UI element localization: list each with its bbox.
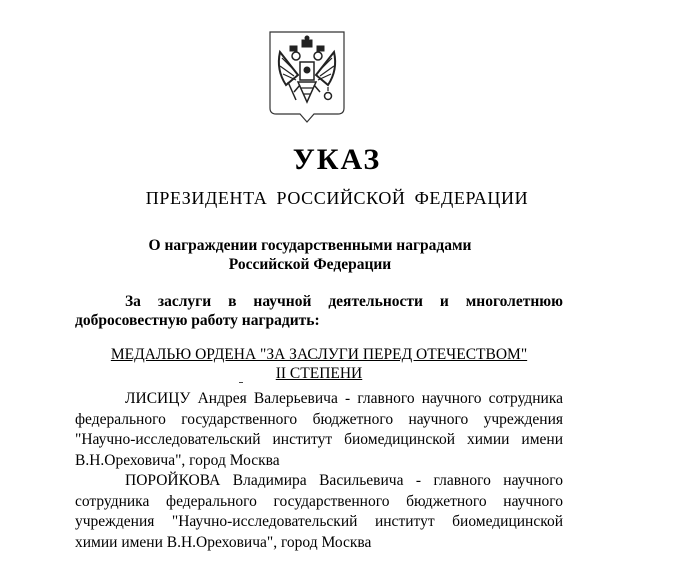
heading-line-2: Российской Федерации [228, 256, 392, 273]
award-title [75, 345, 563, 383]
document-subtitle: ПРЕЗИДЕНТА РОССИЙСКОЙ ФЕДЕРАЦИИ [145, 188, 529, 208]
preamble-line-2: добросовестную работу наградить: [75, 312, 320, 329]
decree-heading [0, 236, 620, 274]
stray-mark [239, 382, 243, 383]
recipient-details: Андрея Валерьевича - главного научного сотрудника федерального государственного бюджетного научного учреждения "Научно-исследовательский институт биомедицинской химии имени В.Н.Ореховича", город Москва [75, 390, 563, 469]
preamble [75, 292, 563, 330]
recipient-paragraph [75, 389, 563, 471]
heading-line-1: О награждении государственными наградами [148, 237, 472, 254]
coat-of-arms-emblem [268, 30, 346, 125]
preamble-line-1: За заслуги в научной деятельности и многолетнюю [125, 293, 563, 310]
document-title: УКАЗ [292, 143, 382, 176]
award-line-1: МЕДАЛЬЮ ОРДЕНА "ЗА ЗАСЛУГИ ПЕРЕД ОТЕЧЕСТВОМ" [110, 346, 528, 363]
recipient-name: ПОРОЙКОВА [125, 472, 221, 489]
recipient-paragraph [75, 471, 563, 553]
award-line-2: II СТЕПЕНИ [275, 365, 363, 382]
recipient-details: Владимира Васильевича - главного научного сотрудника федерального государственного бюджетного научного учреждения "Научно-исследовательский институт биомедицинской химии имени В.Н.Ореховича", город Москва [75, 472, 563, 551]
recipient-name: ЛИСИЦУ [125, 390, 191, 407]
